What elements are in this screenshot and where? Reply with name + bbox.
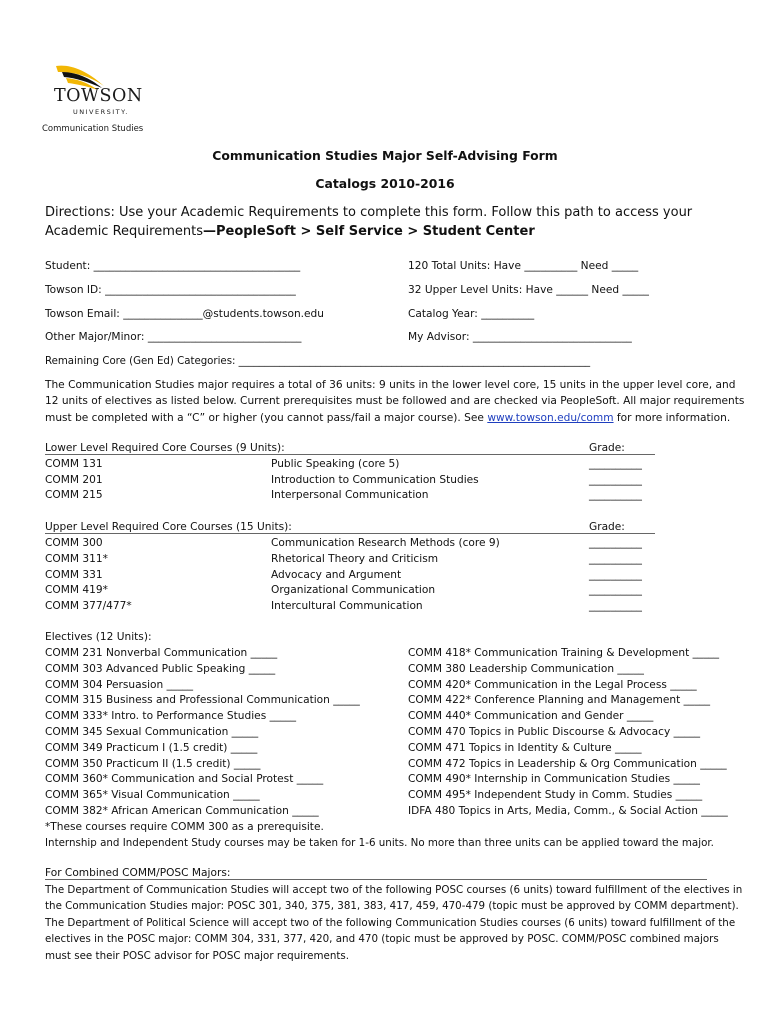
logo-university: UNIVERSITY.: [73, 108, 129, 116]
remaining-core-field[interactable]: Remaining Core (Gen Ed) Categories: _____________________________________________________________________: [45, 356, 591, 367]
elective-item[interactable]: COMM 380 Leadership Communication _____: [408, 662, 644, 675]
grade-blank[interactable]: __________: [589, 552, 642, 565]
upper-core-heading: Upper Level Required Core Courses (15 Units):: [45, 521, 292, 533]
intro-paragraph: [45, 377, 745, 426]
course-code: COMM 331: [45, 568, 103, 581]
elective-item[interactable]: COMM 440* Communication and Gender _____: [408, 710, 654, 723]
directions: [45, 203, 745, 241]
elective-item[interactable]: COMM 470 Topics in Public Discourse & Advocacy _____: [408, 726, 701, 738]
elective-item[interactable]: COMM 349 Practicum I (1.5 credit) _____: [45, 741, 258, 754]
electives-heading: Electives (12 Units):: [45, 631, 152, 643]
course-title: Communication Research Methods (core 9): [271, 537, 500, 549]
course-title: Introduction to Communication Studies: [271, 473, 479, 486]
grade-blank[interactable]: __________: [589, 600, 642, 613]
course-code: COMM 201: [45, 473, 103, 486]
directions-text: Directions: Use your Academic Requirements to complete this form. Follow this path to access your Academic Requirements: [45, 205, 693, 239]
course-title: Organizational Communication: [271, 584, 436, 597]
comm-website-link[interactable]: www.towson.edu/comm: [487, 411, 614, 424]
elective-item[interactable]: COMM 472 Topics in Leadership & Org Communication _____: [408, 757, 727, 770]
elective-item[interactable]: COMM 350 Practicum II (1.5 credit) _____: [45, 757, 261, 770]
elective-item[interactable]: COMM 422* Conference Planning and Management _____: [408, 694, 711, 707]
towson-logo: [40, 62, 160, 138]
elective-item[interactable]: IDFA 480 Topics in Arts, Media, Comm., & Social Action _____: [408, 805, 728, 817]
total-units-field[interactable]: 120 Total Units: Have __________ Need _____: [408, 260, 639, 272]
course-title: Public Speaking (core 5): [271, 458, 400, 470]
logo-department: Communication Studies: [42, 124, 144, 134]
elective-item[interactable]: COMM 304 Persuasion _____: [45, 678, 194, 691]
course-title: Advocacy and Argument: [271, 568, 402, 581]
intro-text-end: for more information.: [613, 411, 731, 424]
prerequisite-footnote: *These courses require COMM 300 as a prerequisite.: [45, 821, 324, 833]
student-field[interactable]: Student: _______________________________________: [45, 260, 301, 272]
page-title: Communication Studies Major Self-Advising Form: [212, 148, 558, 163]
grade-blank[interactable]: __________: [589, 537, 642, 549]
elective-item[interactable]: COMM 365* Visual Communication _____: [45, 789, 260, 802]
elective-item[interactable]: COMM 382* African American Communication _____: [45, 805, 319, 817]
elective-item[interactable]: COMM 420* Communication in the Legal Process _____: [408, 678, 697, 691]
course-code: COMM 377/477*: [45, 600, 132, 613]
elective-item[interactable]: COMM 315 Business and Professional Communication _____: [45, 694, 360, 707]
course-code: COMM 419*: [45, 584, 108, 597]
elective-item[interactable]: COMM 231 Nonverbal Communication _____: [45, 647, 278, 659]
lower-core-heading: Lower Level Required Core Courses (9 Units):: [45, 442, 285, 454]
course-code: COMM 215: [45, 489, 103, 501]
logo-wordmark: TOWSON: [54, 86, 143, 106]
course-code: COMM 131: [45, 458, 103, 470]
catalogs-subtitle: Catalogs 2010-2016: [315, 176, 455, 191]
towson-id-field[interactable]: Towson ID: ____________________________________: [45, 284, 296, 296]
course-code: COMM 300: [45, 537, 103, 549]
elective-item[interactable]: COMM 490* Internship in Communication Studies _____: [408, 773, 700, 786]
lower-core-grade-label: Grade:: [589, 442, 625, 454]
upper-units-field[interactable]: 32 Upper Level Units: Have ______ Need _____: [408, 284, 649, 296]
internship-note: Internship and Independent Study courses may be taken for 1-6 units. No more than three units can be applied toward the major.: [45, 837, 714, 849]
grade-blank[interactable]: __________: [589, 584, 642, 597]
course-title: Interpersonal Communication: [271, 489, 429, 501]
grade-blank[interactable]: __________: [589, 489, 642, 501]
upper-core-grade-label: Grade:: [589, 521, 625, 533]
elective-item[interactable]: COMM 495* Independent Study in Comm. Studies _____: [408, 789, 703, 802]
directions-path: —PeopleSoft > Self Service > Student Center: [202, 224, 535, 239]
towson-email-field[interactable]: Towson Email: _______________@students.towson.edu: [45, 308, 324, 320]
grade-blank[interactable]: __________: [589, 473, 642, 486]
elective-item[interactable]: COMM 303 Advanced Public Speaking _____: [45, 662, 276, 675]
elective-item[interactable]: COMM 360* Communication and Social Protest _____: [45, 773, 324, 786]
elective-item[interactable]: COMM 418* Communication Training & Development _____: [408, 647, 720, 659]
intro-text: The Communication Studies major requires a total of 36 units: 9 units in the lower level core, 15 units in the upper level core, and 12 units of electives as listed below. Current prerequisites must be followed and are checked via PeopleSoft. All major requirements must be completed with a “C” or higher (you cannot pass/fail a major course). See: [45, 379, 745, 424]
course-title: Rhetorical Theory and Criticism: [271, 552, 439, 565]
advisor-field[interactable]: My Advisor: ______________________________: [408, 331, 632, 343]
elective-item[interactable]: COMM 471 Topics in Identity & Culture _____: [408, 741, 642, 754]
elective-item[interactable]: COMM 333* Intro. to Performance Studies _____: [45, 710, 297, 723]
grade-blank[interactable]: __________: [589, 458, 642, 470]
course-code: COMM 311*: [45, 552, 108, 565]
other-major-field[interactable]: Other Major/Minor: _____________________________: [45, 331, 302, 343]
combined-paragraph: The Department of Communication Studies will accept two of the following POSC courses (6 units) toward fulfillment of the electives in the Communication Studies major: POSC 301, 340, 375, 381, 383, 417, 459, 470-479 (topic must be approved by COMM department). The Department of Political Science will accept two of the following Communication Studies courses (6 units) toward fulfillment of the electives in the POSC major: COMM 304, 331, 377, 420, and 470 (topic must be approved by POSC. COMM/POSC combined majors must see their POSC advisor for POSC major requirements.: [45, 884, 743, 962]
grade-blank[interactable]: __________: [589, 568, 642, 581]
catalog-year-field[interactable]: Catalog Year: __________: [408, 308, 535, 320]
elective-item[interactable]: COMM 345 Sexual Communication _____: [45, 726, 259, 738]
course-title: Intercultural Communication: [271, 600, 423, 613]
combined-heading: For Combined COMM/POSC Majors:: [45, 867, 231, 879]
